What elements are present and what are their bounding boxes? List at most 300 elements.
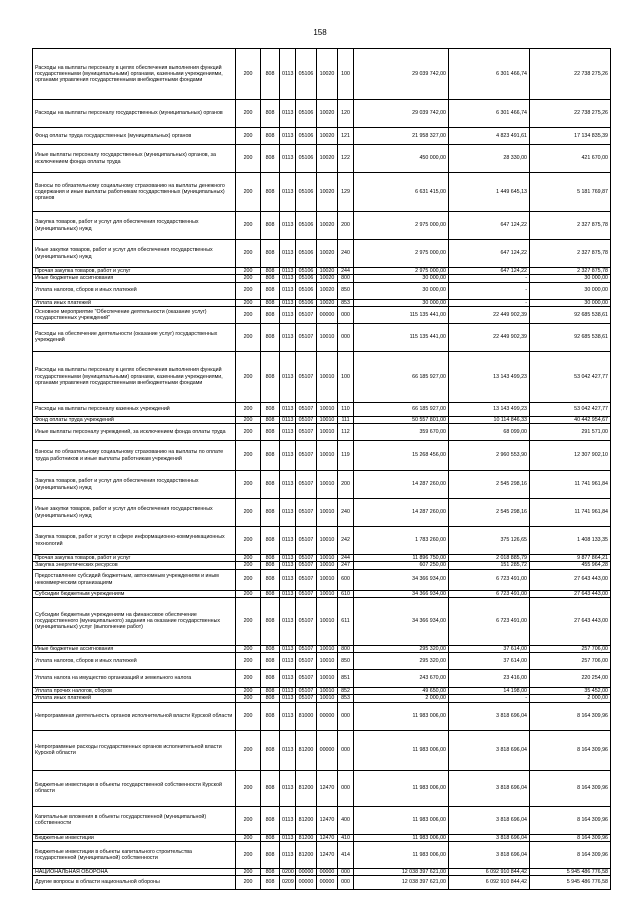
executed-amount-cell: 10 114 846,33 [449, 416, 530, 423]
row-name-cell: Уплата налога на имущество организаций и земельного налога [33, 670, 236, 688]
executed-amount-cell: 13 143 499,23 [449, 402, 530, 416]
section-code-cell: 0113 [280, 597, 296, 645]
admin-code-cell: 200 [236, 275, 261, 282]
section-code-cell: 0113 [280, 240, 296, 268]
admin-code-cell: 200 [236, 212, 261, 240]
admin-code-cell: 200 [236, 441, 261, 471]
admin-code-cell: 200 [236, 471, 261, 499]
target-article-subcode-cell: 00000 [317, 702, 338, 730]
executed-amount-cell: 4 823 491,61 [449, 128, 530, 145]
approved-amount-cell: 30 000,00 [354, 275, 449, 282]
approved-amount-cell: 2 975 000,00 [354, 268, 449, 275]
department-code-cell: 808 [261, 688, 280, 695]
expense-type-code-cell: 111 [338, 416, 354, 423]
target-article-code-cell: 05106 [296, 212, 317, 240]
unexecuted-amount-cell: 92 685 538,61 [530, 323, 611, 351]
approved-amount-cell: 34 366 934,00 [354, 597, 449, 645]
expense-type-code-cell: 121 [338, 128, 354, 145]
department-code-cell: 808 [261, 527, 280, 555]
row-name-cell: Бюджетные инвестиции в объекты государственной собственности Курской области [33, 770, 236, 806]
row-name-cell: Взносы по обязательному социальному страхованию на выплаты денежного содержания и иные выплаты работникам государственных (муниципальных) органов [33, 173, 236, 212]
expense-type-code-cell: 611 [338, 597, 354, 645]
target-article-subcode-cell: 10010 [317, 351, 338, 402]
expense-type-code-cell: 610 [338, 590, 354, 597]
section-code-cell: 0113 [280, 688, 296, 695]
table-row [33, 416, 611, 423]
unexecuted-amount-cell: 257 706,00 [530, 645, 611, 652]
target-article-subcode-cell: 10010 [317, 695, 338, 702]
target-article-subcode-cell: 10010 [317, 555, 338, 562]
executed-amount-cell: 37 614,00 [449, 645, 530, 652]
target-article-subcode-cell: 10020 [317, 275, 338, 282]
target-article-code-cell: 05107 [296, 695, 317, 702]
admin-code-cell: 200 [236, 100, 261, 128]
target-article-subcode-cell: 00000 [317, 730, 338, 770]
target-article-code-cell: 05106 [296, 268, 317, 275]
unexecuted-amount-cell: 257 706,00 [530, 653, 611, 670]
unexecuted-amount-cell: 17 134 835,39 [530, 128, 611, 145]
target-article-subcode-cell: 10020 [317, 212, 338, 240]
target-article-subcode-cell: 10010 [317, 688, 338, 695]
row-name-cell: Уплата прочих налогов, сборов [33, 688, 236, 695]
admin-code-cell: 200 [236, 876, 261, 890]
target-article-subcode-cell: 10020 [317, 282, 338, 299]
expense-type-code-cell: 800 [338, 645, 354, 652]
target-article-code-cell: 05107 [296, 590, 317, 597]
approved-amount-cell: 34 366 934,00 [354, 590, 449, 597]
table-row [33, 695, 611, 702]
unexecuted-amount-cell: 27 643 443,00 [530, 597, 611, 645]
target-article-subcode-cell: 10020 [317, 128, 338, 145]
section-code-cell: 0113 [280, 670, 296, 688]
target-article-code-cell: 81000 [296, 702, 317, 730]
expense-type-code-cell: 120 [338, 100, 354, 128]
department-code-cell: 808 [261, 569, 280, 590]
unexecuted-amount-cell: 5 181 769,87 [530, 173, 611, 212]
target-article-subcode-cell: 00000 [317, 306, 338, 323]
admin-code-cell: 200 [236, 424, 261, 441]
section-code-cell: 0113 [280, 569, 296, 590]
department-code-cell: 808 [261, 555, 280, 562]
approved-amount-cell: 11 983 006,00 [354, 806, 449, 834]
executed-amount-cell: 6 723 491,00 [449, 597, 530, 645]
unexecuted-amount-cell: 92 685 538,61 [530, 306, 611, 323]
row-name-cell: Непрограммные расходы государственных органов исполнительной власти Курской области [33, 730, 236, 770]
executed-amount-cell: 68 099,00 [449, 424, 530, 441]
expense-type-code-cell: 850 [338, 282, 354, 299]
target-article-code-cell: 05106 [296, 173, 317, 212]
admin-code-cell: 200 [236, 527, 261, 555]
section-code-cell: 0113 [280, 834, 296, 841]
department-code-cell: 808 [261, 282, 280, 299]
unexecuted-amount-cell: 11 741 961,84 [530, 499, 611, 527]
target-article-code-cell: 05107 [296, 441, 317, 471]
target-article-code-cell: 81200 [296, 834, 317, 841]
target-article-subcode-cell: 10020 [317, 173, 338, 212]
admin-code-cell: 200 [236, 653, 261, 670]
department-code-cell: 808 [261, 770, 280, 806]
section-code-cell: 0113 [280, 653, 296, 670]
executed-amount-cell: 2 018 885,79 [449, 555, 530, 562]
target-article-code-cell: 81200 [296, 806, 317, 834]
executed-amount-cell: 6 301 466,74 [449, 49, 530, 100]
department-code-cell: 808 [261, 145, 280, 173]
expense-type-code-cell: 100 [338, 351, 354, 402]
table-row [33, 834, 611, 841]
table-row [33, 590, 611, 597]
executed-amount-cell: 375 126,65 [449, 527, 530, 555]
target-article-subcode-cell: 10010 [317, 441, 338, 471]
target-article-code-cell: 05107 [296, 670, 317, 688]
table-row [33, 670, 611, 688]
row-name-cell: Иные выплаты персоналу государственных (муниципальных) органов, за исключением фонда оплаты труда [33, 145, 236, 173]
table-row [33, 441, 611, 471]
executed-amount-cell: 28 330,00 [449, 145, 530, 173]
target-article-subcode-cell: 10010 [317, 670, 338, 688]
section-code-cell: 0113 [280, 499, 296, 527]
row-name-cell: Прочая закупка товаров, работ и услуг [33, 555, 236, 562]
approved-amount-cell: 11 983 006,00 [354, 730, 449, 770]
target-article-subcode-cell: 10020 [317, 240, 338, 268]
executed-amount-cell: 3 818 696,04 [449, 806, 530, 834]
target-article-code-cell: 00000 [296, 876, 317, 890]
table-row [33, 730, 611, 770]
target-article-subcode-cell: 10020 [317, 49, 338, 100]
section-code-cell: 0113 [280, 424, 296, 441]
admin-code-cell: 200 [236, 702, 261, 730]
row-name-cell: Субсидии бюджетным учреждениям на финансовое обеспечение государственного (муниципального) задания на оказание государственных (муниципальных) услуг (выполнение работ) [33, 597, 236, 645]
admin-code-cell: 200 [236, 282, 261, 299]
section-code-cell: 0113 [280, 841, 296, 868]
table-row [33, 527, 611, 555]
section-code-cell: 0113 [280, 402, 296, 416]
executed-amount-cell: 3 818 696,04 [449, 770, 530, 806]
target-article-code-cell: 05107 [296, 471, 317, 499]
target-article-subcode-cell: 10010 [317, 416, 338, 423]
admin-code-cell: 200 [236, 173, 261, 212]
unexecuted-amount-cell: 22 738 275,26 [530, 49, 611, 100]
executed-amount-cell: 6 723 491,00 [449, 569, 530, 590]
table-row [33, 212, 611, 240]
approved-amount-cell: 115 135 441,00 [354, 323, 449, 351]
department-code-cell: 808 [261, 128, 280, 145]
section-code-cell: 0209 [280, 876, 296, 890]
budget-execution-table [32, 48, 611, 890]
executed-amount-cell: 23 416,00 [449, 670, 530, 688]
department-code-cell: 808 [261, 416, 280, 423]
approved-amount-cell: 11 896 750,00 [354, 555, 449, 562]
table-row [33, 145, 611, 173]
executed-amount-cell: 6 092 910 844,42 [449, 876, 530, 890]
target-article-subcode-cell: 10010 [317, 597, 338, 645]
row-name-cell: Бюджетные инвестиции [33, 834, 236, 841]
admin-code-cell: 200 [236, 597, 261, 645]
target-article-code-cell: 05106 [296, 299, 317, 306]
department-code-cell: 808 [261, 100, 280, 128]
expense-type-code-cell: 000 [338, 868, 354, 875]
row-name-cell: Основное мероприятие "Обеспечение деятельности (оказание услуг) государственных учреждений" [33, 306, 236, 323]
target-article-subcode-cell: 12470 [317, 806, 338, 834]
page-number: 158 [313, 28, 327, 37]
row-name-cell: Расходы на выплаты персоналу казенных учреждений [33, 402, 236, 416]
target-article-code-cell: 05107 [296, 527, 317, 555]
admin-code-cell: 200 [236, 299, 261, 306]
table-row [33, 299, 611, 306]
department-code-cell: 808 [261, 351, 280, 402]
unexecuted-amount-cell: 40 442 954,67 [530, 416, 611, 423]
expense-type-code-cell: 119 [338, 441, 354, 471]
approved-amount-cell: 12 038 397 621,00 [354, 876, 449, 890]
admin-code-cell: 200 [236, 770, 261, 806]
executed-amount-cell: 6 723 491,00 [449, 590, 530, 597]
row-name-cell: Предоставление субсидий бюджетным, автономным учреждениям и иным некоммерческим организациям [33, 569, 236, 590]
admin-code-cell: 200 [236, 569, 261, 590]
target-article-code-cell: 05106 [296, 282, 317, 299]
expense-type-code-cell: 247 [338, 562, 354, 569]
executed-amount-cell: 1 449 645,13 [449, 173, 530, 212]
target-article-code-cell: 05107 [296, 306, 317, 323]
department-code-cell: 808 [261, 441, 280, 471]
unexecuted-amount-cell: 53 042 427,77 [530, 351, 611, 402]
admin-code-cell: 200 [236, 128, 261, 145]
department-code-cell: 808 [261, 653, 280, 670]
department-code-cell: 808 [261, 499, 280, 527]
admin-code-cell: 200 [236, 730, 261, 770]
table-row [33, 562, 611, 569]
target-article-code-cell: 05106 [296, 128, 317, 145]
row-name-cell: Уплата иных платежей [33, 299, 236, 306]
admin-code-cell: 200 [236, 562, 261, 569]
section-code-cell: 0113 [280, 555, 296, 562]
executed-amount-cell: 3 818 696,04 [449, 730, 530, 770]
department-code-cell: 808 [261, 590, 280, 597]
executed-amount-cell: 3 818 696,04 [449, 702, 530, 730]
row-name-cell: Другие вопросы в области национальной обороны [33, 876, 236, 890]
department-code-cell: 808 [261, 695, 280, 702]
target-article-code-cell: 05107 [296, 562, 317, 569]
expense-type-code-cell: 410 [338, 834, 354, 841]
admin-code-cell: 200 [236, 306, 261, 323]
unexecuted-amount-cell: 2 000,00 [530, 695, 611, 702]
approved-amount-cell: 2 000,00 [354, 695, 449, 702]
admin-code-cell: 200 [236, 590, 261, 597]
department-code-cell: 808 [261, 323, 280, 351]
unexecuted-amount-cell: 8 164 309,96 [530, 806, 611, 834]
table-row [33, 688, 611, 695]
table-row [33, 597, 611, 645]
expense-type-code-cell: 000 [338, 306, 354, 323]
target-article-code-cell: 05106 [296, 145, 317, 173]
approved-amount-cell: 30 000,00 [354, 282, 449, 299]
expense-type-code-cell: 853 [338, 299, 354, 306]
approved-amount-cell: 450 000,00 [354, 145, 449, 173]
table-row [33, 555, 611, 562]
row-name-cell: Иные выплаты персоналу учреждений, за исключением фонда оплаты труда [33, 424, 236, 441]
section-code-cell: 0113 [280, 441, 296, 471]
row-name-cell: Фонд оплаты труда учреждений [33, 416, 236, 423]
section-code-cell: 0113 [280, 323, 296, 351]
target-article-subcode-cell: 10020 [317, 145, 338, 173]
row-name-cell: Закупка товаров, работ и услуг в сфере информационно-коммуникационных технологий [33, 527, 236, 555]
approved-amount-cell: 29 039 742,00 [354, 100, 449, 128]
executed-amount-cell: 647 124,22 [449, 212, 530, 240]
expense-type-code-cell: 100 [338, 49, 354, 100]
executed-amount-cell: - [449, 282, 530, 299]
section-code-cell: 0200 [280, 868, 296, 875]
executed-amount-cell: 647 124,22 [449, 240, 530, 268]
unexecuted-amount-cell: 8 164 309,96 [530, 770, 611, 806]
approved-amount-cell: 66 185 927,00 [354, 351, 449, 402]
unexecuted-amount-cell: 8 164 309,96 [530, 834, 611, 841]
target-article-subcode-cell: 12470 [317, 834, 338, 841]
admin-code-cell: 200 [236, 834, 261, 841]
row-name-cell: Иные закупки товаров, работ и услуг для обеспечения государственных (муниципальных) нужд [33, 240, 236, 268]
approved-amount-cell: 11 983 006,00 [354, 834, 449, 841]
executed-amount-cell: 3 818 696,04 [449, 841, 530, 868]
target-article-code-cell: 81200 [296, 770, 317, 806]
target-article-code-cell: 05106 [296, 49, 317, 100]
department-code-cell: 808 [261, 702, 280, 730]
target-article-code-cell: 05107 [296, 402, 317, 416]
department-code-cell: 808 [261, 306, 280, 323]
table-row [33, 868, 611, 875]
department-code-cell: 808 [261, 834, 280, 841]
expense-type-code-cell: 244 [338, 268, 354, 275]
section-code-cell: 0113 [280, 471, 296, 499]
table-body [33, 49, 611, 890]
department-code-cell: 808 [261, 402, 280, 416]
approved-amount-cell: 1 783 260,00 [354, 527, 449, 555]
admin-code-cell: 200 [236, 695, 261, 702]
target-article-code-cell: 05107 [296, 424, 317, 441]
executed-amount-cell: 37 614,00 [449, 653, 530, 670]
admin-code-cell: 200 [236, 645, 261, 652]
target-article-subcode-cell: 12470 [317, 770, 338, 806]
expense-type-code-cell: 000 [338, 323, 354, 351]
row-name-cell: Уплата налогов, сборов и иных платежей [33, 653, 236, 670]
department-code-cell: 808 [261, 645, 280, 652]
department-code-cell: 808 [261, 841, 280, 868]
approved-amount-cell: 115 135 441,00 [354, 306, 449, 323]
admin-code-cell: 200 [236, 499, 261, 527]
admin-code-cell: 200 [236, 323, 261, 351]
department-code-cell: 808 [261, 730, 280, 770]
expense-type-code-cell: 000 [338, 702, 354, 730]
row-name-cell: Непрограммная деятельность органов исполнительной власти Курской области [33, 702, 236, 730]
executed-amount-cell: 2 545 298,16 [449, 499, 530, 527]
admin-code-cell: 200 [236, 841, 261, 868]
target-article-code-cell: 81200 [296, 730, 317, 770]
executed-amount-cell: 6 301 466,74 [449, 100, 530, 128]
row-name-cell: Расходы на выплаты персоналу государственных (муниципальных) органов [33, 100, 236, 128]
target-article-code-cell: 05107 [296, 653, 317, 670]
table-row [33, 323, 611, 351]
target-article-subcode-cell: 10020 [317, 299, 338, 306]
approved-amount-cell: 14 287 260,00 [354, 499, 449, 527]
target-article-code-cell: 05107 [296, 499, 317, 527]
target-article-subcode-cell: 12470 [317, 841, 338, 868]
department-code-cell: 808 [261, 876, 280, 890]
approved-amount-cell: 30 000,00 [354, 299, 449, 306]
table-row [33, 49, 611, 100]
approved-amount-cell: 243 670,00 [354, 670, 449, 688]
row-name-cell: Бюджетные инвестиции в объекты капитального строительства государственной (муниципальной) собственности [33, 841, 236, 868]
expense-type-code-cell: 200 [338, 471, 354, 499]
target-article-subcode-cell: 00000 [317, 876, 338, 890]
table-row [33, 645, 611, 652]
expense-type-code-cell: 240 [338, 499, 354, 527]
section-code-cell: 0113 [280, 275, 296, 282]
table-row [33, 268, 611, 275]
section-code-cell: 0113 [280, 173, 296, 212]
expense-type-code-cell: 122 [338, 145, 354, 173]
admin-code-cell: 200 [236, 806, 261, 834]
target-article-subcode-cell: 10010 [317, 527, 338, 555]
unexecuted-amount-cell: 1 408 133,35 [530, 527, 611, 555]
unexecuted-amount-cell: 455 964,28 [530, 562, 611, 569]
table-row [33, 173, 611, 212]
row-name-cell: Уплата налогов, сборов и иных платежей [33, 282, 236, 299]
table-row [33, 569, 611, 590]
table-row [33, 240, 611, 268]
approved-amount-cell: 11 983 006,00 [354, 770, 449, 806]
row-name-cell: Прочая закупка товаров, работ и услуг [33, 268, 236, 275]
executed-amount-cell: 2 960 553,90 [449, 441, 530, 471]
table-row [33, 424, 611, 441]
executed-amount-cell: 2 545 298,16 [449, 471, 530, 499]
section-code-cell: 0113 [280, 730, 296, 770]
unexecuted-amount-cell: 12 307 902,10 [530, 441, 611, 471]
unexecuted-amount-cell: 5 945 486 776,58 [530, 868, 611, 875]
department-code-cell: 808 [261, 299, 280, 306]
unexecuted-amount-cell: 291 571,00 [530, 424, 611, 441]
approved-amount-cell: 21 958 327,00 [354, 128, 449, 145]
expense-type-code-cell: 600 [338, 569, 354, 590]
approved-amount-cell: 11 983 006,00 [354, 841, 449, 868]
expense-type-code-cell: 000 [338, 730, 354, 770]
expense-type-code-cell: 129 [338, 173, 354, 212]
unexecuted-amount-cell: 11 741 961,84 [530, 471, 611, 499]
expense-type-code-cell: 200 [338, 212, 354, 240]
section-code-cell: 0113 [280, 770, 296, 806]
admin-code-cell: 200 [236, 868, 261, 875]
section-code-cell: 0113 [280, 562, 296, 569]
table-row [33, 100, 611, 128]
section-code-cell: 0113 [280, 695, 296, 702]
row-name-cell: Капитальные вложения в объекты государственной (муниципальной) собственности [33, 806, 236, 834]
admin-code-cell: 200 [236, 49, 261, 100]
section-code-cell: 0113 [280, 212, 296, 240]
target-article-subcode-cell: 10010 [317, 323, 338, 351]
department-code-cell: 808 [261, 275, 280, 282]
row-name-cell: Фонд оплаты труда государственных (муниципальных) органов [33, 128, 236, 145]
admin-code-cell: 200 [236, 555, 261, 562]
section-code-cell: 0113 [280, 645, 296, 652]
unexecuted-amount-cell: 30 000,00 [530, 282, 611, 299]
unexecuted-amount-cell: 27 643 443,00 [530, 569, 611, 590]
unexecuted-amount-cell: 2 327 875,78 [530, 268, 611, 275]
table-row [33, 876, 611, 890]
row-name-cell: Иные бюджетные ассигнования [33, 645, 236, 652]
approved-amount-cell: 34 366 934,00 [354, 569, 449, 590]
expense-type-code-cell: 850 [338, 653, 354, 670]
approved-amount-cell: 295 320,00 [354, 653, 449, 670]
section-code-cell: 0113 [280, 299, 296, 306]
section-code-cell: 0113 [280, 416, 296, 423]
row-name-cell: Иные бюджетные ассигнования [33, 275, 236, 282]
section-code-cell: 0113 [280, 527, 296, 555]
section-code-cell: 0113 [280, 306, 296, 323]
